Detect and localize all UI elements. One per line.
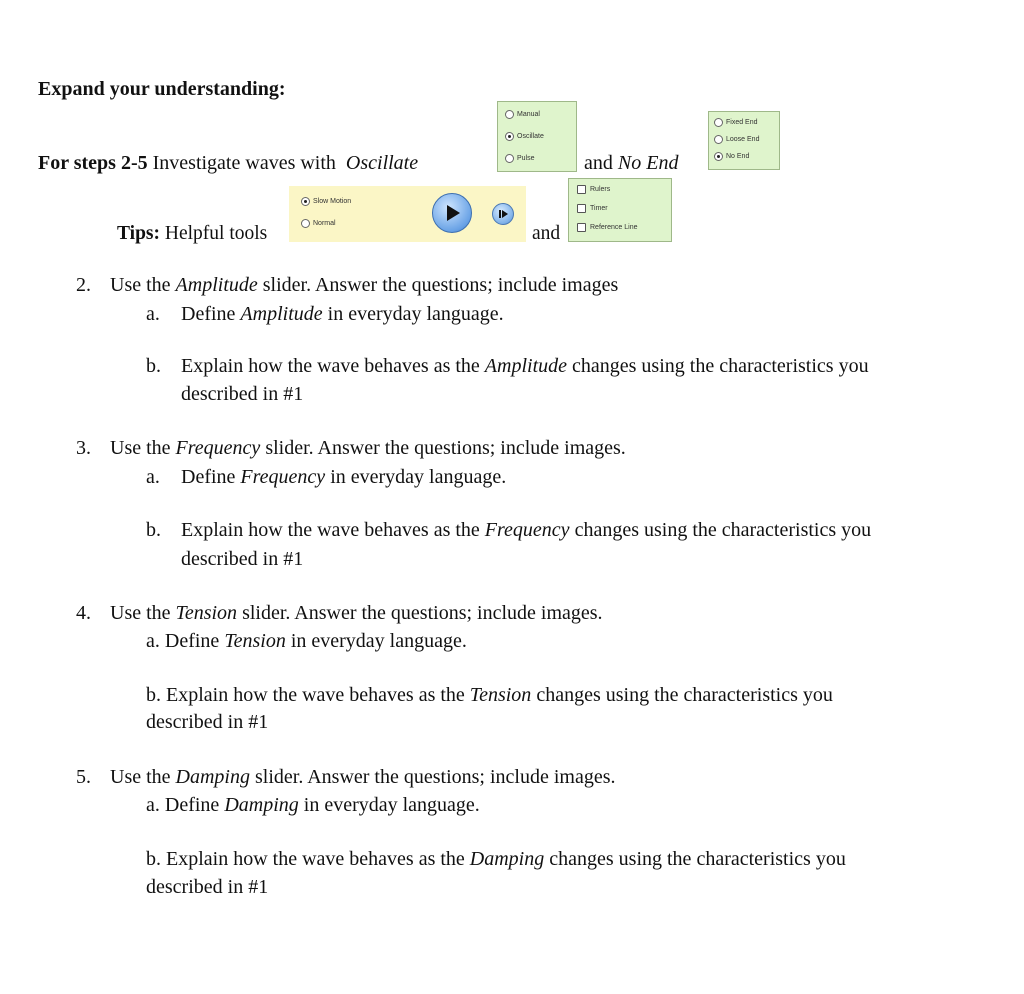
mode-panel	[497, 101, 577, 172]
item-5a-text: a. Define Damping in everyday language.	[146, 794, 480, 816]
steps-text: Investigate waves with	[147, 152, 341, 174]
mode-option-pulse[interactable]: Pulse	[505, 154, 535, 163]
end-panel	[708, 111, 780, 170]
radio-icon[interactable]	[505, 110, 514, 119]
item-3-text: Use the Frequency slider. Answer the questions; include images.	[110, 437, 626, 459]
item-3b-text: Explain how the wave behaves as the Frequency changes using the characteristics you	[181, 519, 872, 541]
tips-line: Tips: Helpful tools	[117, 223, 268, 244]
end-option-no-end[interactable]: No End	[714, 152, 749, 161]
speed-option-normal[interactable]: Normal	[301, 219, 336, 228]
end-option-loose[interactable]: Loose End	[714, 135, 759, 144]
item-2a-text: Define Amplitude in everyday language.	[181, 303, 504, 325]
steps-label: For steps 2-5	[38, 152, 148, 174]
steps-line-right: and No End	[584, 152, 679, 174]
radio-selected-icon[interactable]	[301, 197, 310, 206]
item-4b-text: b. Explain how the wave behaves as the Tension changes using the characteristics you	[146, 684, 833, 706]
mode-option-oscillate[interactable]: Oscillate	[505, 132, 544, 141]
item-4a-text: a. Define Tension in everyday language.	[146, 630, 467, 652]
item-3a-text: Define Frequency in everyday language.	[181, 466, 507, 488]
oscillate-term: Oscillate	[345, 152, 419, 174]
speed-panel	[289, 186, 526, 242]
radio-selected-icon[interactable]	[505, 132, 514, 141]
tool-reference-line[interactable]: Reference Line	[577, 223, 637, 232]
item-5-number: 5.	[76, 766, 91, 788]
tool-rulers[interactable]: Rulers	[577, 185, 610, 194]
speed-option-slow-motion[interactable]: Slow Motion	[301, 197, 351, 206]
item-4b-text-line2: described in #1	[146, 711, 269, 733]
item-3-number: 3.	[76, 437, 91, 459]
play-icon	[447, 205, 460, 221]
step-button[interactable]	[492, 203, 514, 225]
tool-timer[interactable]: Timer	[577, 204, 608, 213]
item-3a-letter: a.	[146, 466, 160, 488]
item-2b-text-line2: described in #1	[181, 383, 304, 405]
item-2-number: 2.	[76, 274, 91, 296]
checkbox-icon[interactable]	[577, 185, 586, 194]
tips-label: Tips:	[117, 223, 160, 244]
radio-selected-icon[interactable]	[714, 152, 723, 161]
checkbox-icon[interactable]	[577, 223, 586, 232]
checkbox-icon[interactable]	[577, 204, 586, 213]
item-2b-text: Explain how the wave behaves as the Amplitude changes using the characteristics you	[181, 355, 869, 377]
item-2-text: Use the Amplitude slider. Answer the questions; include images	[110, 274, 619, 296]
step-bar-icon	[499, 210, 501, 218]
radio-icon[interactable]	[714, 118, 723, 127]
item-4-text: Use the Tension slider. Answer the questions; include images.	[110, 602, 603, 624]
item-3b-letter: b.	[146, 519, 161, 541]
radio-icon[interactable]	[301, 219, 310, 228]
item-5-text: Use the Damping slider. Answer the questions; include images.	[110, 766, 616, 788]
section-heading-text: Expand your understanding:	[38, 78, 286, 100]
item-2b-letter: b.	[146, 355, 161, 377]
item-5b-text-line2: described in #1	[146, 876, 269, 898]
play-button[interactable]	[432, 193, 472, 233]
radio-icon[interactable]	[505, 154, 514, 163]
end-option-fixed[interactable]: Fixed End	[714, 118, 758, 127]
mode-option-manual[interactable]: Manual	[505, 110, 540, 119]
item-5b-text: b. Explain how the wave behaves as the Damping changes using the characteristics you	[146, 848, 846, 870]
item-3b-text-line2: described in #1	[181, 548, 304, 570]
radio-icon[interactable]	[714, 135, 723, 144]
no-end-term: No End	[617, 152, 679, 174]
step-icon	[502, 210, 508, 218]
item-4-number: 4.	[76, 602, 91, 624]
item-2a-letter: a.	[146, 303, 160, 325]
steps-line-left	[38, 151, 418, 175]
tools-panel	[568, 178, 672, 242]
tips-and: and	[532, 223, 561, 244]
section-heading	[38, 77, 286, 101]
